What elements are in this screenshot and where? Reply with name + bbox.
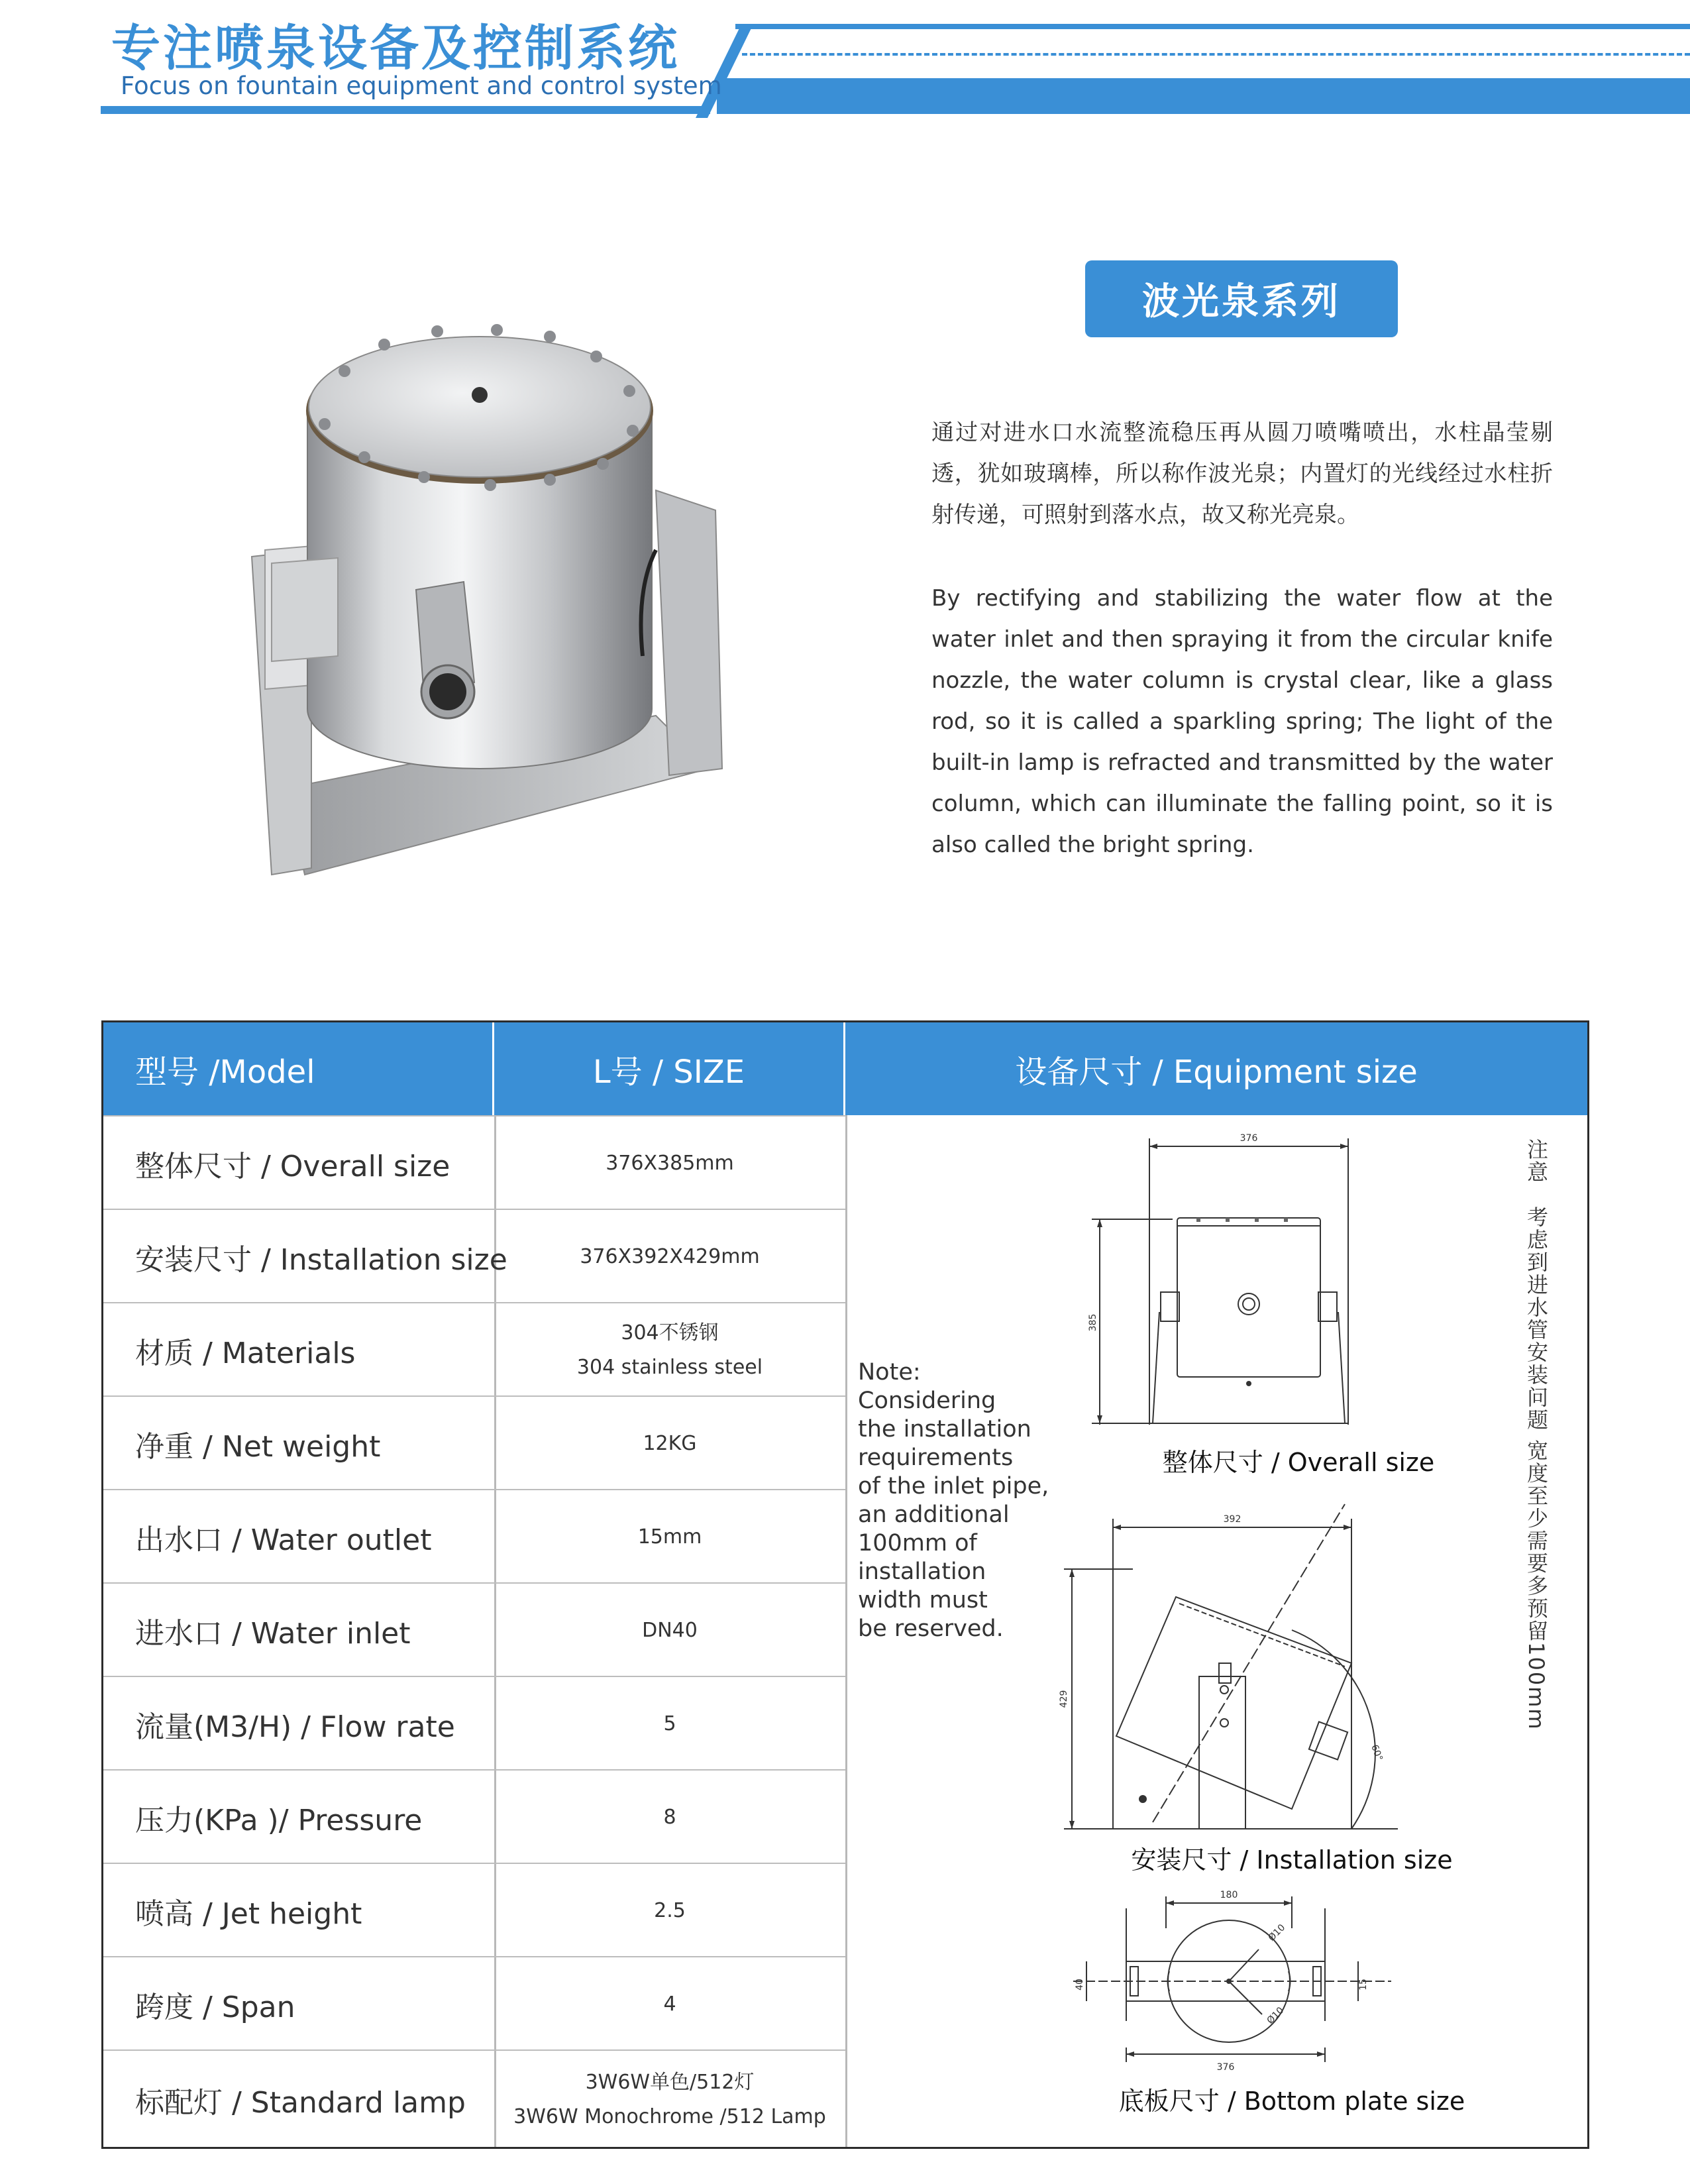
row-value: 5 [663, 1712, 676, 1735]
bottom-plate-caption: 底板尺寸 / Bottom plate size [1118, 2087, 1465, 2116]
bottom-dim-15: 15 [1358, 1979, 1369, 1991]
row-value: 3W6W单色/512灯 3W6W Monochrome /512 Lamp [513, 2070, 826, 2128]
row-value: 8 [663, 1805, 676, 1829]
header-title-en: Focus on fountain equipment and control system [121, 72, 722, 100]
row-label: 流量(M3/H) / Flow rate [135, 1710, 455, 1744]
overall-size-caption: 整体尺寸 / Overall size [1162, 1448, 1435, 1477]
row-value: 376X392X429mm [580, 1244, 760, 1268]
table-row [103, 1676, 845, 1769]
row-label: 标配灯 / Standard lamp [135, 2085, 466, 2120]
row-label: 喷高 / Jet height [135, 1896, 362, 1931]
install-height-label: 429 [1059, 1690, 1069, 1708]
row-label: 跨度 / Span [135, 1990, 295, 2024]
overall-height-label: 385 [1088, 1313, 1098, 1332]
row-value: 15mm [637, 1525, 702, 1549]
installation-size-caption: 安装尺寸 / Installation size [1131, 1845, 1453, 1875]
header-underline [101, 106, 710, 114]
table-row [103, 1956, 845, 2049]
bottom-dim-40: 40 [1075, 1979, 1085, 1991]
row-label: 进水口 / Water inlet [135, 1616, 411, 1651]
description-cn: 通过对进水口水流整流稳压再从圆刀喷嘴喷出，水柱晶莹剔透，犹如玻璃棒，所以称作波光泉；内置灯的光线经过水柱折射传递，可照射到落水点，故又称光亮泉。 [931, 419, 1553, 528]
table-row [103, 1863, 845, 1956]
table-row [103, 1115, 845, 1209]
header-dashed-line [742, 53, 1690, 56]
row-value: 4 [663, 1992, 676, 2016]
header-model: 型号 /Model [103, 1022, 494, 1115]
product-photo [245, 311, 735, 881]
bottom-plate-drawing [1060, 1888, 1404, 2074]
row-label: 压力(KPa )/ Pressure [135, 1803, 423, 1837]
header-band [717, 78, 1690, 114]
installation-note: Note: Considering the installation requirements of the inlet pipe, an additional 100mm of installation width must be reserved. [858, 1359, 1049, 1642]
install-angle-label: 60° [1369, 1743, 1385, 1763]
row-value: 376X385mm [606, 1151, 734, 1175]
table-row [103, 1582, 845, 1676]
header-title-cn: 专注喷泉设备及控制系统 [111, 20, 680, 77]
series-badge: 波光泉系列 [1085, 260, 1398, 337]
overall-size-drawing [1080, 1120, 1385, 1431]
table-row [103, 1769, 845, 1863]
header-equipment-size: 设备尺寸 / Equipment size [845, 1022, 1587, 1115]
row-label: 安装尺寸 / Installation size [135, 1242, 507, 1277]
table-row [103, 1302, 845, 1395]
bottom-dim-376: 376 [1216, 2062, 1235, 2073]
row-value: 2.5 [654, 1898, 686, 1922]
table-row [103, 1489, 845, 1582]
bottom-dia-b: Ø10 [1265, 2005, 1287, 2026]
header-size: L号 / SIZE [494, 1022, 845, 1115]
bottom-dia-a: Ø10 [1266, 1922, 1288, 1943]
row-label: 出水口 / Water outlet [135, 1523, 432, 1557]
row-value: 304不锈钢 304 stainless steel [576, 1321, 763, 1379]
install-width-label: 392 [1223, 1514, 1241, 1525]
column-divider [845, 1115, 847, 2147]
bottom-dim-180: 180 [1220, 1890, 1238, 1900]
installation-note-cn: 注意 考虑到进水管安装问题 宽度至少需要多预留100mm [1524, 1138, 1549, 1731]
description-en: By rectifying and stabilizing the water flow at the water inlet and then spraying it from the circular knife nozzle, the water column is crystal clear, like a glass rod, so it is called a sparkling spring; The light of the built-in lamp is refracted and transmitted by the water column, which can illuminate the falling point, so it is also called the bright spring. [931, 585, 1553, 858]
row-label: 净重 / Net weight [135, 1429, 381, 1464]
table-row [103, 2049, 845, 2147]
row-value: DN40 [642, 1618, 698, 1642]
overall-width-label: 376 [1240, 1133, 1258, 1144]
row-label: 材质 / Materials [135, 1336, 356, 1370]
table-row [103, 1395, 845, 1489]
table-row [103, 1209, 845, 1302]
row-value: 12KG [643, 1431, 697, 1455]
header-top-bar [735, 24, 1690, 29]
row-label: 整体尺寸 / Overall size [135, 1149, 450, 1183]
installation-size-drawing [1053, 1498, 1418, 1835]
